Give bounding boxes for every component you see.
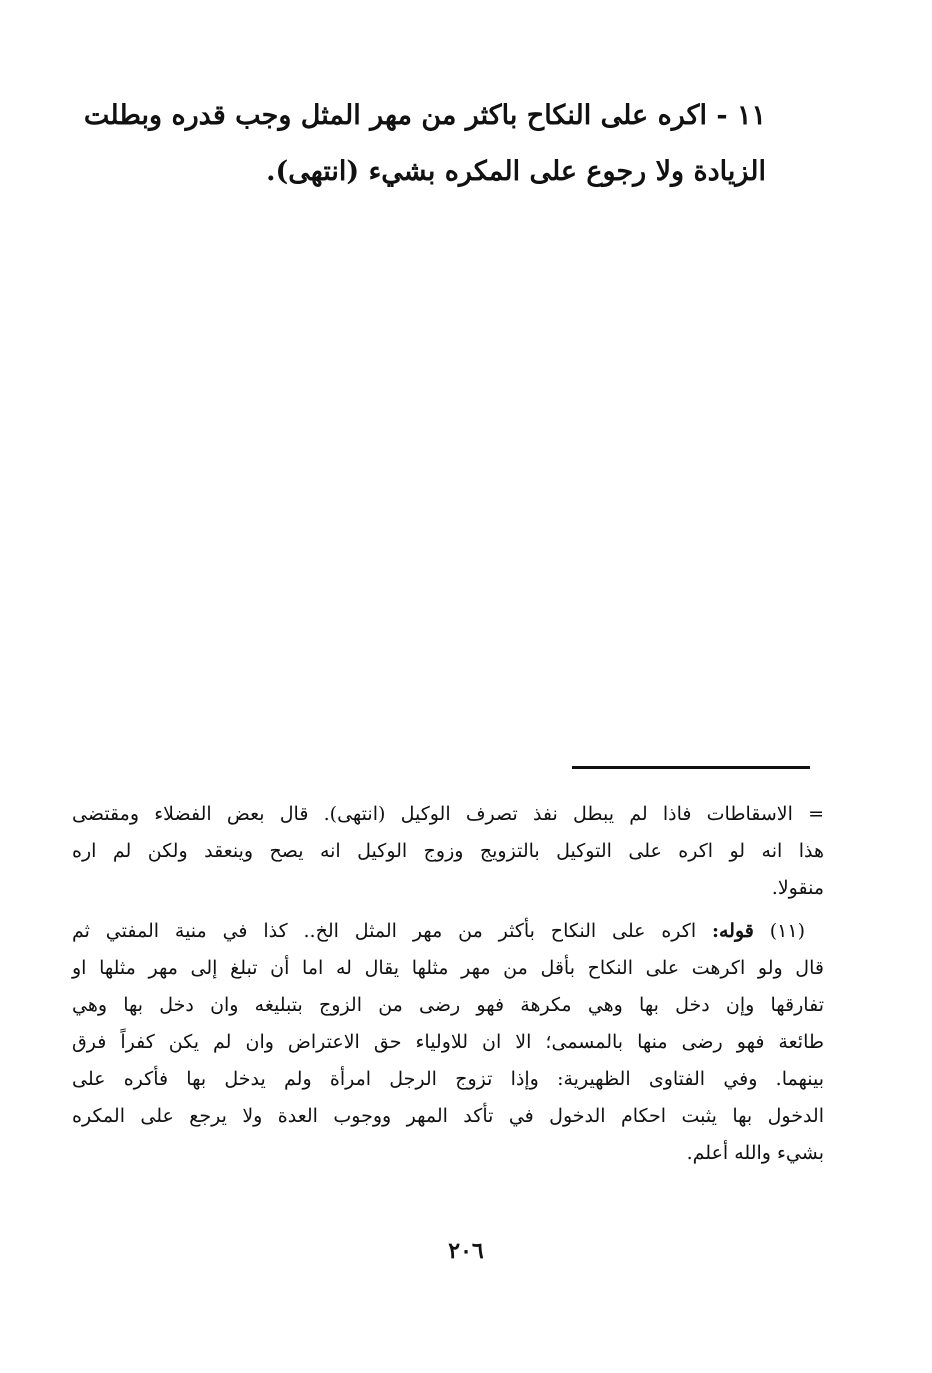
footnote-separator bbox=[572, 766, 810, 769]
footnote-line: طائعة فهو رضى منها بالمسمى؛ الا ان للاولياء حق الاعتراض وان لم يكن كفراً فرق bbox=[72, 1031, 824, 1053]
footnote-keyword: قوله: bbox=[711, 920, 754, 942]
footnote-line: تفارقها وإن دخل بها وهي مكرهة فهو رضى من الزوج بتبليغه وان دخل بها وهي bbox=[72, 994, 824, 1016]
footnote-line: قال ولو اكرهت على النكاح بأقل من مهر مثلها يقال له اما أن تبلغ إلى مهر مثلها او bbox=[72, 957, 824, 979]
main-text-block bbox=[60, 88, 766, 200]
footnote-line: بشيء والله أعلم. bbox=[686, 1142, 824, 1164]
footnote-line: = الاسقاطات فاذا لم يبطل نفذ تصرف الوكيل (انتهى). قال بعض الفضلاء ومقتضى bbox=[72, 803, 824, 825]
footnote-line bbox=[72, 913, 824, 950]
footnote-11 bbox=[72, 913, 824, 1172]
footnote-line: بينهما. وفي الفتاوى الظهيرية: وإذا تزوج الرجل امرأة ولم يدخل بها فأكره على bbox=[72, 1068, 824, 1090]
page-number: ٢٠٦ bbox=[448, 1238, 484, 1264]
main-text-line: الزيادة ولا رجوع على المكره بشيء (انتهى). bbox=[266, 156, 766, 187]
footnote-line: هذا انه لو اكره على التوكيل بالتزويج وزوج الوكيل انه يصح وينعقد ولكن لم اره bbox=[72, 840, 824, 862]
footnote-text: اكره على النكاح بأكثر من مهر المثل الخ.. كذا في منية المفتي ثم bbox=[72, 920, 697, 942]
main-text-line: ١١ - اكره على النكاح باكثر من مهر المثل وجب قدره وبطلت bbox=[83, 100, 766, 131]
footnote-line: الدخول بها يثبت احكام الدخول في تأكد المهر ووجوب العدة ولا يرجع على المكره bbox=[72, 1105, 824, 1127]
footnote-continuation bbox=[72, 796, 824, 907]
footnotes-block bbox=[72, 796, 824, 1172]
footnote-number: (١١) bbox=[769, 920, 806, 942]
footnote-line: منقولا. bbox=[771, 877, 824, 899]
